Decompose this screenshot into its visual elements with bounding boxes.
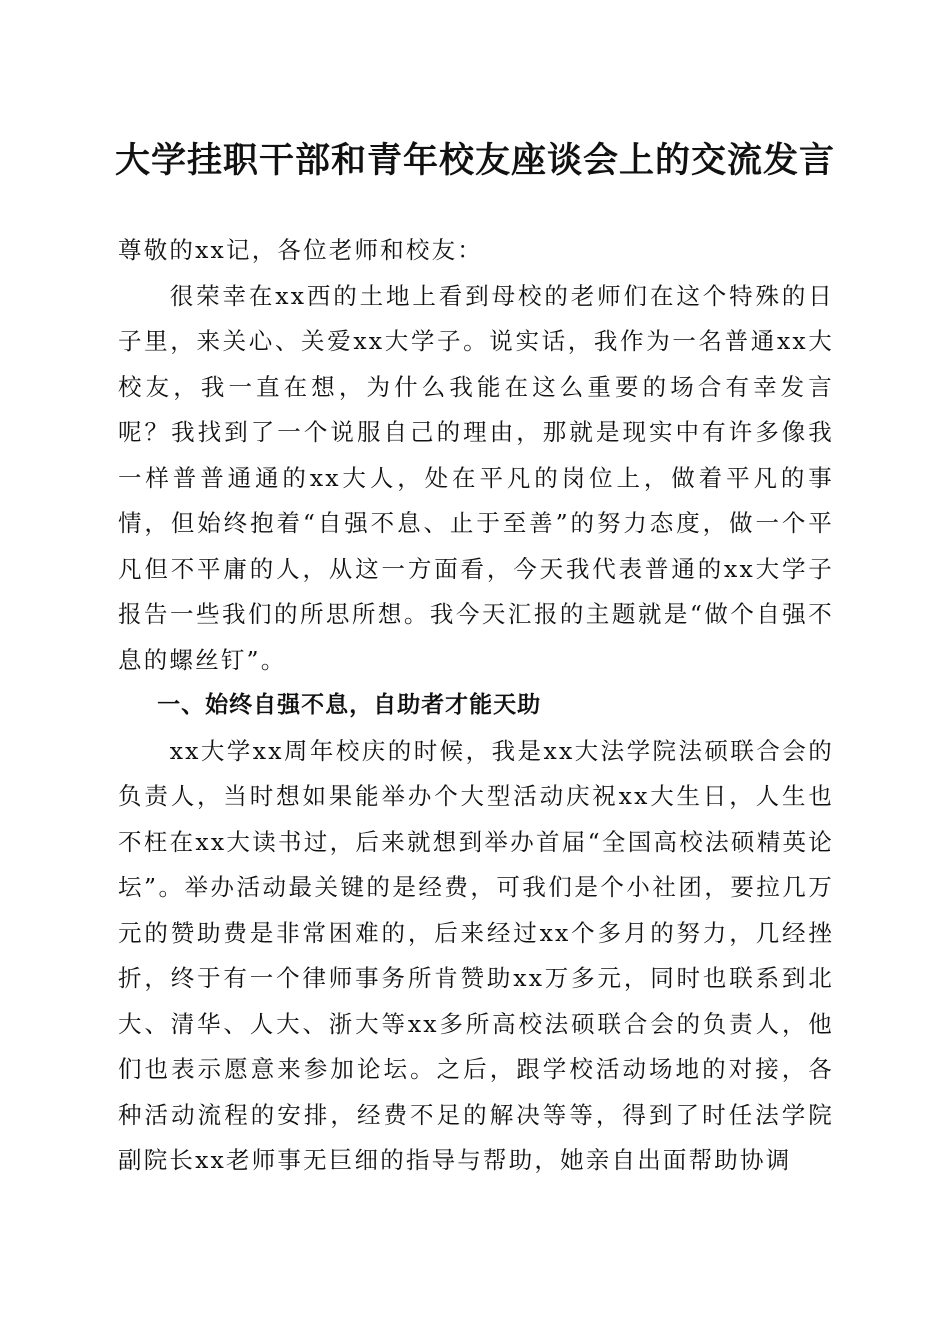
- salutation: 尊敬的xx记，各位老师和校友：: [118, 236, 484, 264]
- section-heading-1: 一、始终自强不息，自助者才能天助: [157, 692, 542, 718]
- paragraph-intro: 很荣幸在xx西的土地上看到母校的老师们在这个特殊的日子里，来关心、关爱xx大学子。说实话，我作为一名普通xx大校友，我一直在想，为什么我能在这么重要的场合有幸发言呢？我找到了一个说服自己的理由，那就是现实中有许多像我一样普普通通的xx大人，处在平凡的岗位上，做着平凡的事情，但始终抱着“自强不息、止于至善”的努力态度，做一个平凡但不平庸的人，从这一方面看，今天我代表普通的xx大学子报告一些我们的所思所想。我今天汇报的主题就是“做个自强不息的螺丝钉”。: [118, 281, 834, 674]
- paragraph-section-1: xx大学xx周年校庆的时候，我是xx大法学院法硕联合会的负责人，当时想如果能举办个大型活动庆祝xx大生日，人生也不枉在xx大读书过，后来就想到举办首届“全国高校法硕精英论坛”。举办活动最关键的是经费，可我们是个小社团，要拉几万元的赞助费是非常困难的，后来经过xx个多月的努力，几经挫折，终于有一个律师事务所肯赞助xx万多元，同时也联系到北大、清华、人大、浙大等xx多所高校法硕联合会的负责人，他们也表示愿意来参加论坛。之后，跟学校活动场地的对接，各种活动流程的安排，经费不足的解决等等，得到了时任法学院副院长xx老师事无巨细的指导与帮助，她亲自出面帮助协调: [118, 736, 834, 1174]
- document-body: [118, 228, 834, 1184]
- document-title: 大学挂职干部和青年校友座谈会上的交流发言: [114, 140, 835, 181]
